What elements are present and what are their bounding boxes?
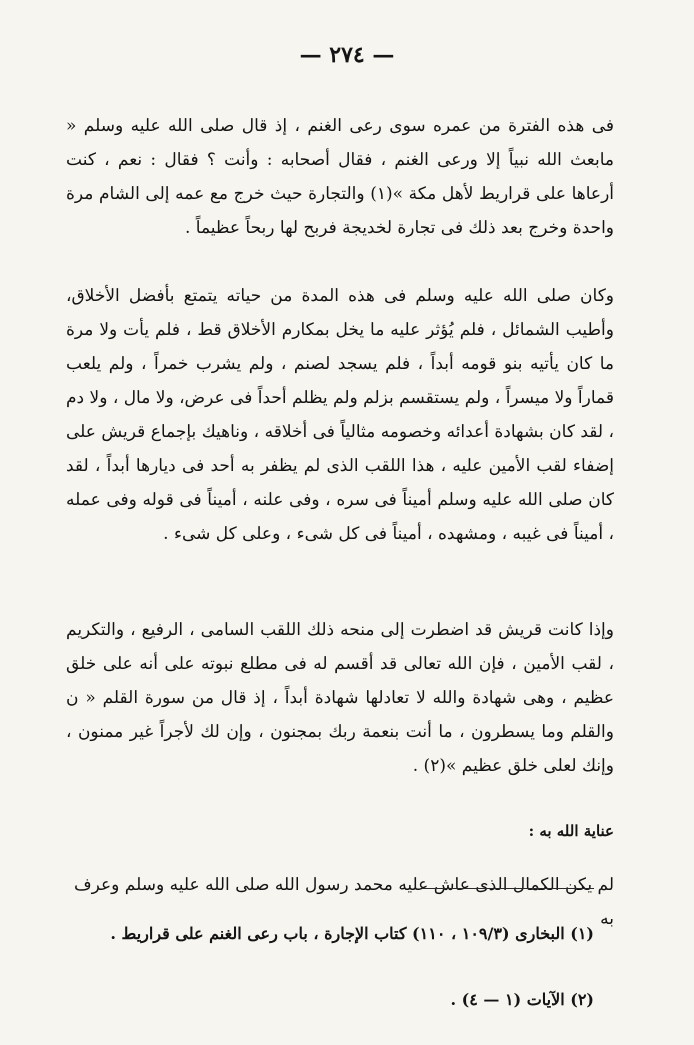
paragraph-3: وإذا كانت قريش قد اضطرت إلى منحه ذلك اللقب السامى ، الرفيع ، والتكريم ، لقب الأمين ، فإن الله تعالى قد أقسم له فى مطلع نبوته على أنه على خلق عظيم ، وهى شهادة والله لا تعادلها شهادة أبداً ، إذ قال من سورة القلم « ن والقلم وما يسطرون ، ما أنت بنعمة ربك بمجنون ، وإن لك لأجراً غير ممنون ، وإنك لعلى خلق عظيم »(٢) .	[66, 620, 614, 776]
section-heading: عناية الله به :	[528, 822, 614, 840]
footnote-divider	[422, 888, 594, 889]
paragraph-1: فى هذه الفترة من عمره سوى رعى الغنم ، إذ قال صلى الله عليه وسلم « مابعث الله نبياً إلا ورعى الغنم ، فقال أصحابه : وأنت ؟ فقال : نعم ، كنت أرعاها على قراريط لأهل مكة »(١) والتجارة حيث خرج مع عمه إلى الشام مرة واحدة وخرج بعد ذلك فى تجارة لخديجة فربح لها ربحاً عظيماً .	[66, 116, 615, 238]
page-number: — ٢٧٤ —	[299, 42, 395, 68]
footnote-1: (١) البخارى (١٠٩/٣ ، ١١٠) كتاب الإجارة ، باب رعى الغنم على قراريط .	[110, 924, 594, 943]
section-text: لم يكن الكمال الذى عاش عليه محمد رسول الله صلى الله عليه وسلم وعرف به	[74, 875, 614, 929]
paragraph-2: وكان صلى الله عليه وسلم فى هذه المدة من حياته يتمتع بأفضل الأخلاق، وأطيب الشمائل ، فلم يُؤثر عليه ما يخل بمكارم الأخلاق قط ، فلم يأت ولا مرة ما كان يأتيه بنو قومه أبداً ، فلم يسجد لصنم ، ولم يشرب خمراً ، ولم يلعب قماراً ولا ميسراً ، ولم يستقسم بزلم ولم يظلم أحداً فى عرض، ولا مال ، ولا دم ، لقد كان بشهادة أعدائه وخصومه مثالياً فى أخلاقه ، وناهيك بإجماع قريش على إضفاء لقب الأمين عليه ، هذا اللقب الذى لم يظفر به أحد فى ديارها أبداً ، لقد كان صلى الله عليه وسلم أميناً فى سره ، وفى علنه ، أميناً فى قوله وفى عمله ، أميناً فى غيبه ، ومشهده ، أميناً فى كل شىء ، وعلى كل شىء .	[66, 286, 614, 544]
footnote-2: (٢) الآيات (١ — ٤) .	[450, 990, 594, 1009]
